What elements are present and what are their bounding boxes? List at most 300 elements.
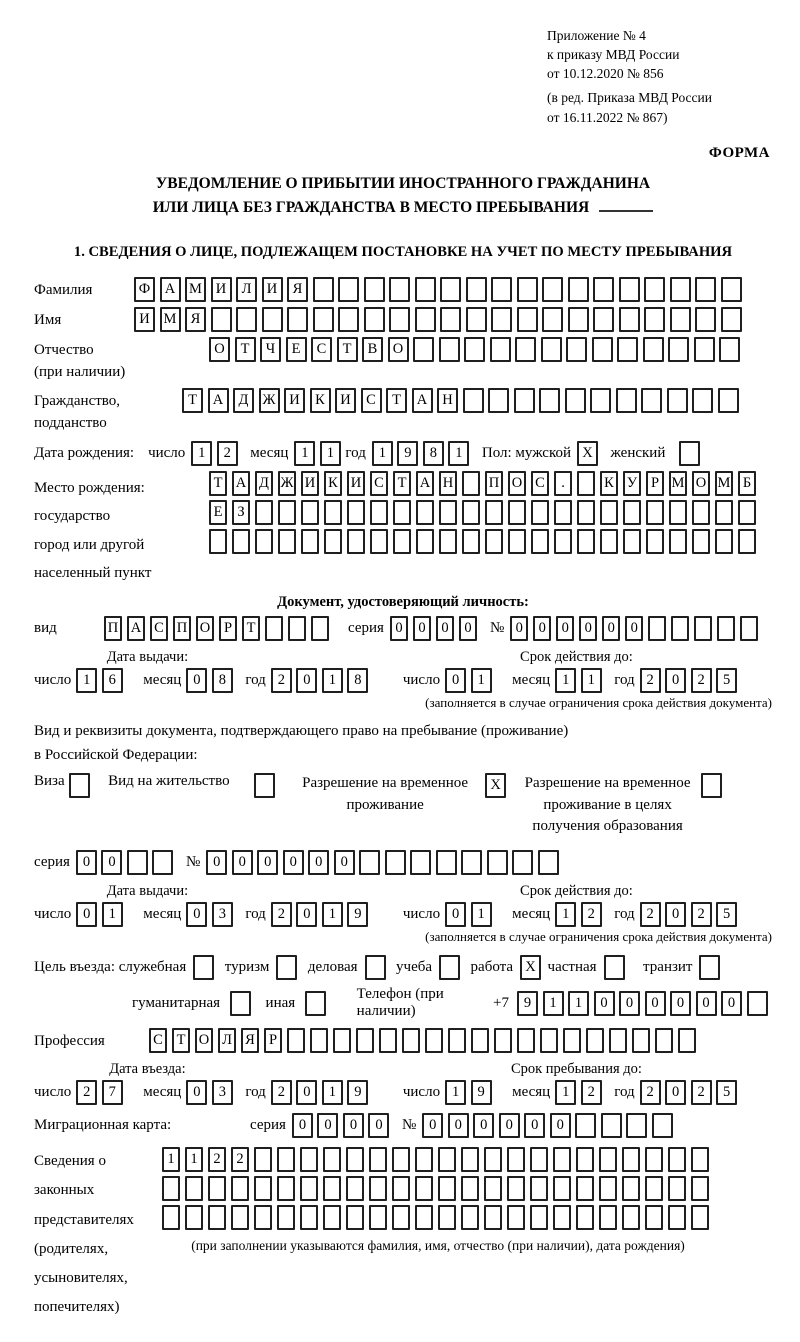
profession-cell[interactable] xyxy=(609,1028,627,1053)
birthplace-cell[interactable] xyxy=(577,471,595,496)
migration-number-cell[interactable]: 0 xyxy=(473,1113,494,1138)
doc-number-cell[interactable] xyxy=(648,616,666,641)
profession-cell[interactable] xyxy=(287,1028,305,1053)
doc-number-cell[interactable] xyxy=(717,616,735,641)
representative-cell[interactable] xyxy=(346,1176,364,1201)
given-name-cell[interactable] xyxy=(262,307,283,332)
permit-number-cell[interactable] xyxy=(359,850,380,875)
birthplace-cell[interactable] xyxy=(209,529,227,554)
permit-number-cell[interactable] xyxy=(512,850,533,875)
birthplace-cell[interactable]: . xyxy=(554,471,572,496)
representative-cell[interactable] xyxy=(277,1176,295,1201)
stay-year-cell[interactable]: 0 xyxy=(665,1080,686,1105)
entry-day-cell[interactable]: 2 xyxy=(76,1080,97,1105)
birthplace-cell[interactable]: Н xyxy=(439,471,457,496)
temp-permit-checkbox-cell[interactable]: X xyxy=(485,773,506,798)
doc-issue-month-cell[interactable]: 8 xyxy=(212,668,233,693)
migration-series-cell[interactable]: 0 xyxy=(317,1113,338,1138)
doc-type-cell[interactable]: О xyxy=(196,616,214,641)
representative-cell[interactable] xyxy=(369,1176,387,1201)
surname-cell[interactable] xyxy=(313,277,334,302)
given-name-cell[interactable] xyxy=(721,307,742,332)
doc-valid-year-cell[interactable]: 5 xyxy=(716,668,737,693)
birthplace-cell[interactable]: А xyxy=(232,471,250,496)
citizenship-cell[interactable]: Ж xyxy=(259,388,280,413)
citizenship-cell[interactable] xyxy=(488,388,509,413)
surname-cell[interactable] xyxy=(695,277,716,302)
profession-cell[interactable]: О xyxy=(195,1028,213,1053)
surname-cell[interactable] xyxy=(491,277,512,302)
migration-number-cell[interactable]: 0 xyxy=(550,1113,571,1138)
purpose-official-checkbox-cell[interactable] xyxy=(193,955,214,980)
permit-number-cell[interactable] xyxy=(461,850,482,875)
representative-cell[interactable] xyxy=(484,1147,502,1172)
phone-digit-cell[interactable]: 0 xyxy=(594,991,615,1016)
representative-cell[interactable] xyxy=(576,1176,594,1201)
doc-valid-month-cell[interactable]: 1 xyxy=(555,668,576,693)
birthplace-cell[interactable] xyxy=(738,529,756,554)
birthplace-cell[interactable] xyxy=(278,500,296,525)
doc-valid-year-cell[interactable]: 2 xyxy=(640,668,661,693)
given-name-cell[interactable] xyxy=(644,307,665,332)
doc-issue-month-cell[interactable]: 0 xyxy=(186,668,207,693)
permit-valid-year-cell[interactable]: 2 xyxy=(691,902,712,927)
given-name-cell[interactable] xyxy=(670,307,691,332)
given-name-cell[interactable] xyxy=(593,307,614,332)
given-name-cell[interactable] xyxy=(287,307,308,332)
surname-cell[interactable] xyxy=(644,277,665,302)
birthplace-cell[interactable] xyxy=(669,529,687,554)
doc-series-cell[interactable]: 0 xyxy=(436,616,454,641)
citizenship-cell[interactable]: И xyxy=(335,388,356,413)
representative-cell[interactable] xyxy=(599,1205,617,1230)
birthplace-cell[interactable]: У xyxy=(623,471,641,496)
birthplace-cell[interactable] xyxy=(692,529,710,554)
phone-digit-cell[interactable] xyxy=(747,991,768,1016)
temp-permit-edu-checkbox-cell[interactable] xyxy=(701,773,722,798)
stay-year-cell[interactable]: 2 xyxy=(691,1080,712,1105)
permit-issue-year-cell[interactable]: 0 xyxy=(296,902,317,927)
representative-cell[interactable]: 1 xyxy=(185,1147,203,1172)
migration-series-cell[interactable]: 0 xyxy=(368,1113,389,1138)
entry-year-cell[interactable]: 9 xyxy=(347,1080,368,1105)
patronymic-cell[interactable] xyxy=(490,337,511,362)
doc-number-cell[interactable]: 0 xyxy=(556,616,574,641)
permit-issue-month-cell[interactable]: 0 xyxy=(186,902,207,927)
birthplace-cell[interactable] xyxy=(347,500,365,525)
citizenship-cell[interactable]: Т xyxy=(182,388,203,413)
permit-issue-year-cell[interactable]: 2 xyxy=(271,902,292,927)
representative-cell[interactable] xyxy=(645,1147,663,1172)
doc-series-cell[interactable]: 0 xyxy=(459,616,477,641)
birthplace-cell[interactable] xyxy=(738,500,756,525)
birthplace-cell[interactable]: О xyxy=(692,471,710,496)
surname-cell[interactable] xyxy=(568,277,589,302)
representative-cell[interactable] xyxy=(484,1176,502,1201)
patronymic-cell[interactable]: О xyxy=(388,337,409,362)
permit-valid-month-cell[interactable]: 1 xyxy=(555,902,576,927)
profession-cell[interactable] xyxy=(356,1028,374,1053)
migration-number-cell[interactable]: 0 xyxy=(422,1113,443,1138)
profession-cell[interactable] xyxy=(494,1028,512,1053)
permit-valid-day-cell[interactable]: 1 xyxy=(471,902,492,927)
doc-issue-year-cell[interactable]: 0 xyxy=(296,668,317,693)
doc-number-cell[interactable]: 0 xyxy=(579,616,597,641)
profession-cell[interactable]: Т xyxy=(172,1028,190,1053)
birthplace-cell[interactable] xyxy=(439,500,457,525)
sex-male-checkbox-cell[interactable]: X xyxy=(577,441,598,466)
profession-cell[interactable]: Л xyxy=(218,1028,236,1053)
birth-day-cell[interactable]: 1 xyxy=(191,441,212,466)
given-name-cell[interactable] xyxy=(389,307,410,332)
birthplace-cell[interactable] xyxy=(485,500,503,525)
birthplace-cell[interactable] xyxy=(462,471,480,496)
doc-valid-day-cell[interactable]: 0 xyxy=(445,668,466,693)
representative-cell[interactable] xyxy=(231,1176,249,1201)
purpose-tourism-checkbox-cell[interactable] xyxy=(276,955,297,980)
phone-digit-cell[interactable]: 0 xyxy=(670,991,691,1016)
birthplace-cell[interactable] xyxy=(301,529,319,554)
permit-number-cell[interactable]: 0 xyxy=(308,850,329,875)
given-name-cell[interactable]: Я xyxy=(185,307,206,332)
representative-cell[interactable] xyxy=(553,1147,571,1172)
birthplace-cell[interactable]: П xyxy=(485,471,503,496)
patronymic-cell[interactable]: Ч xyxy=(260,337,281,362)
doc-type-cell[interactable]: Т xyxy=(242,616,260,641)
representative-cell[interactable] xyxy=(438,1176,456,1201)
surname-cell[interactable] xyxy=(619,277,640,302)
phone-digit-cell[interactable]: 1 xyxy=(568,991,589,1016)
permit-number-cell[interactable]: 0 xyxy=(206,850,227,875)
doc-series-cell[interactable]: 0 xyxy=(390,616,408,641)
purpose-transit-checkbox-cell[interactable] xyxy=(699,955,720,980)
profession-cell[interactable] xyxy=(678,1028,696,1053)
surname-cell[interactable] xyxy=(542,277,563,302)
profession-cell[interactable] xyxy=(448,1028,466,1053)
doc-type-cell[interactable]: Р xyxy=(219,616,237,641)
stay-day-cell[interactable]: 9 xyxy=(471,1080,492,1105)
patronymic-cell[interactable]: О xyxy=(209,337,230,362)
migration-series-cell[interactable]: 0 xyxy=(343,1113,364,1138)
surname-cell[interactable] xyxy=(517,277,538,302)
surname-cell[interactable]: Л xyxy=(236,277,257,302)
surname-cell[interactable]: И xyxy=(262,277,283,302)
patronymic-cell[interactable] xyxy=(643,337,664,362)
permit-number-cell[interactable] xyxy=(436,850,457,875)
birthplace-cell[interactable]: Д xyxy=(255,471,273,496)
birthplace-cell[interactable] xyxy=(324,529,342,554)
given-name-cell[interactable] xyxy=(517,307,538,332)
citizenship-cell[interactable]: Д xyxy=(233,388,254,413)
surname-cell[interactable]: Ф xyxy=(134,277,155,302)
representative-cell[interactable] xyxy=(622,1176,640,1201)
doc-type-cell[interactable] xyxy=(311,616,329,641)
representative-cell[interactable] xyxy=(553,1205,571,1230)
entry-month-cell[interactable]: 0 xyxy=(186,1080,207,1105)
birthplace-cell[interactable]: З xyxy=(232,500,250,525)
birthplace-cell[interactable]: М xyxy=(715,471,733,496)
surname-cell[interactable] xyxy=(466,277,487,302)
citizenship-cell[interactable] xyxy=(514,388,535,413)
doc-series-cell[interactable]: 0 xyxy=(413,616,431,641)
representative-cell[interactable]: 2 xyxy=(208,1147,226,1172)
representative-cell[interactable] xyxy=(530,1176,548,1201)
birthplace-cell[interactable] xyxy=(370,500,388,525)
given-name-cell[interactable] xyxy=(338,307,359,332)
representative-cell[interactable] xyxy=(392,1205,410,1230)
doc-number-cell[interactable] xyxy=(694,616,712,641)
phone-digit-cell[interactable]: 0 xyxy=(645,991,666,1016)
patronymic-cell[interactable] xyxy=(541,337,562,362)
given-name-cell[interactable] xyxy=(466,307,487,332)
birth-month-cell[interactable]: 1 xyxy=(320,441,341,466)
doc-valid-month-cell[interactable]: 1 xyxy=(581,668,602,693)
profession-cell[interactable] xyxy=(310,1028,328,1053)
birthplace-cell[interactable] xyxy=(370,529,388,554)
representative-cell[interactable] xyxy=(208,1205,226,1230)
patronymic-cell[interactable] xyxy=(566,337,587,362)
representative-cell[interactable] xyxy=(277,1205,295,1230)
patronymic-cell[interactable] xyxy=(617,337,638,362)
doc-number-cell[interactable] xyxy=(671,616,689,641)
profession-cell[interactable]: Я xyxy=(241,1028,259,1053)
birthplace-cell[interactable] xyxy=(646,529,664,554)
birth-year-cell[interactable]: 1 xyxy=(448,441,469,466)
given-name-cell[interactable]: М xyxy=(160,307,181,332)
doc-valid-year-cell[interactable]: 2 xyxy=(691,668,712,693)
given-name-cell[interactable]: И xyxy=(134,307,155,332)
profession-cell[interactable] xyxy=(517,1028,535,1053)
given-name-cell[interactable] xyxy=(236,307,257,332)
surname-cell[interactable] xyxy=(415,277,436,302)
profession-cell[interactable]: Р xyxy=(264,1028,282,1053)
representative-cell[interactable] xyxy=(346,1205,364,1230)
representative-cell[interactable] xyxy=(415,1205,433,1230)
surname-cell[interactable]: И xyxy=(211,277,232,302)
patronymic-cell[interactable]: В xyxy=(362,337,383,362)
representative-cell[interactable] xyxy=(668,1147,686,1172)
birthplace-cell[interactable] xyxy=(531,529,549,554)
representative-cell[interactable] xyxy=(530,1147,548,1172)
migration-number-cell[interactable] xyxy=(601,1113,622,1138)
permit-number-cell[interactable] xyxy=(538,850,559,875)
profession-cell[interactable] xyxy=(471,1028,489,1053)
patronymic-cell[interactable]: С xyxy=(311,337,332,362)
doc-type-cell[interactable]: П xyxy=(104,616,122,641)
given-name-cell[interactable] xyxy=(491,307,512,332)
representative-cell[interactable] xyxy=(254,1176,272,1201)
residence-permit-checkbox-cell[interactable] xyxy=(254,773,275,798)
birth-day-cell[interactable]: 2 xyxy=(217,441,238,466)
citizenship-cell[interactable] xyxy=(539,388,560,413)
permit-series-cell[interactable]: 0 xyxy=(76,850,97,875)
representative-cell[interactable] xyxy=(438,1147,456,1172)
representative-cell[interactable] xyxy=(438,1205,456,1230)
given-name-cell[interactable] xyxy=(211,307,232,332)
patronymic-cell[interactable]: Т xyxy=(337,337,358,362)
doc-type-cell[interactable]: А xyxy=(127,616,145,641)
birthplace-cell[interactable] xyxy=(531,500,549,525)
representative-cell[interactable] xyxy=(323,1176,341,1201)
citizenship-cell[interactable] xyxy=(565,388,586,413)
migration-number-cell[interactable]: 0 xyxy=(448,1113,469,1138)
representative-cell[interactable] xyxy=(530,1205,548,1230)
permit-series-cell[interactable]: 0 xyxy=(101,850,122,875)
profession-cell[interactable]: С xyxy=(149,1028,167,1053)
representative-cell[interactable] xyxy=(461,1147,479,1172)
profession-cell[interactable] xyxy=(540,1028,558,1053)
permit-issue-day-cell[interactable]: 1 xyxy=(102,902,123,927)
entry-year-cell[interactable]: 2 xyxy=(271,1080,292,1105)
representative-cell[interactable] xyxy=(392,1176,410,1201)
stay-month-cell[interactable]: 1 xyxy=(555,1080,576,1105)
given-name-cell[interactable] xyxy=(415,307,436,332)
representative-cell[interactable] xyxy=(231,1205,249,1230)
permit-issue-year-cell[interactable]: 9 xyxy=(347,902,368,927)
phone-digit-cell[interactable]: 0 xyxy=(721,991,742,1016)
citizenship-cell[interactable] xyxy=(667,388,688,413)
patronymic-cell[interactable] xyxy=(719,337,740,362)
citizenship-cell[interactable]: Т xyxy=(386,388,407,413)
entry-day-cell[interactable]: 7 xyxy=(102,1080,123,1105)
representative-cell[interactable]: 1 xyxy=(162,1147,180,1172)
citizenship-cell[interactable]: К xyxy=(310,388,331,413)
representative-cell[interactable] xyxy=(599,1176,617,1201)
representative-cell[interactable] xyxy=(691,1205,709,1230)
representative-cell[interactable] xyxy=(300,1205,318,1230)
birthplace-cell[interactable] xyxy=(232,529,250,554)
stay-day-cell[interactable]: 1 xyxy=(445,1080,466,1105)
birthplace-cell[interactable]: Т xyxy=(393,471,411,496)
visa-checkbox-cell[interactable] xyxy=(69,773,90,798)
birthplace-cell[interactable] xyxy=(692,500,710,525)
birthplace-cell[interactable] xyxy=(554,529,572,554)
permit-valid-day-cell[interactable]: 0 xyxy=(445,902,466,927)
representative-cell[interactable] xyxy=(323,1205,341,1230)
birthplace-cell[interactable] xyxy=(577,529,595,554)
birthplace-cell[interactable]: Б xyxy=(738,471,756,496)
purpose-humanitarian-checkbox-cell[interactable] xyxy=(230,991,251,1016)
representative-cell[interactable]: 2 xyxy=(231,1147,249,1172)
given-name-cell[interactable] xyxy=(619,307,640,332)
representative-cell[interactable] xyxy=(162,1176,180,1201)
birthplace-cell[interactable]: С xyxy=(370,471,388,496)
doc-issue-year-cell[interactable]: 1 xyxy=(322,668,343,693)
citizenship-cell[interactable] xyxy=(718,388,739,413)
birthplace-cell[interactable] xyxy=(416,529,434,554)
representative-cell[interactable] xyxy=(254,1147,272,1172)
entry-year-cell[interactable]: 1 xyxy=(322,1080,343,1105)
migration-number-cell[interactable] xyxy=(626,1113,647,1138)
representative-cell[interactable] xyxy=(461,1176,479,1201)
surname-cell[interactable] xyxy=(593,277,614,302)
given-name-cell[interactable] xyxy=(440,307,461,332)
birthplace-cell[interactable] xyxy=(393,529,411,554)
birthplace-cell[interactable]: С xyxy=(531,471,549,496)
patronymic-cell[interactable] xyxy=(694,337,715,362)
birthplace-cell[interactable] xyxy=(577,500,595,525)
birthplace-cell[interactable] xyxy=(669,500,687,525)
permit-number-cell[interactable] xyxy=(487,850,508,875)
phone-digit-cell[interactable]: 0 xyxy=(696,991,717,1016)
representative-cell[interactable] xyxy=(162,1205,180,1230)
patronymic-cell[interactable] xyxy=(592,337,613,362)
citizenship-cell[interactable]: Н xyxy=(437,388,458,413)
permit-issue-year-cell[interactable]: 1 xyxy=(322,902,343,927)
representative-cell[interactable] xyxy=(668,1205,686,1230)
doc-number-cell[interactable]: 0 xyxy=(625,616,643,641)
doc-type-cell[interactable] xyxy=(288,616,306,641)
birthplace-cell[interactable] xyxy=(416,500,434,525)
birthplace-cell[interactable] xyxy=(347,529,365,554)
representative-cell[interactable] xyxy=(576,1147,594,1172)
representative-cell[interactable] xyxy=(691,1176,709,1201)
profession-cell[interactable] xyxy=(586,1028,604,1053)
surname-cell[interactable] xyxy=(721,277,742,302)
birthplace-cell[interactable]: Р xyxy=(646,471,664,496)
citizenship-cell[interactable] xyxy=(692,388,713,413)
patronymic-cell[interactable]: Т xyxy=(235,337,256,362)
permit-number-cell[interactable]: 0 xyxy=(334,850,355,875)
given-name-cell[interactable] xyxy=(542,307,563,332)
patronymic-cell[interactable] xyxy=(464,337,485,362)
representative-cell[interactable] xyxy=(208,1176,226,1201)
stay-month-cell[interactable]: 2 xyxy=(581,1080,602,1105)
patronymic-cell[interactable] xyxy=(413,337,434,362)
representative-cell[interactable] xyxy=(392,1147,410,1172)
doc-number-cell[interactable]: 0 xyxy=(602,616,620,641)
representative-cell[interactable] xyxy=(553,1176,571,1201)
surname-cell[interactable]: А xyxy=(160,277,181,302)
birth-year-cell[interactable]: 9 xyxy=(397,441,418,466)
birthplace-cell[interactable] xyxy=(600,500,618,525)
doc-issue-day-cell[interactable]: 6 xyxy=(102,668,123,693)
birthplace-cell[interactable] xyxy=(255,500,273,525)
representative-cell[interactable] xyxy=(622,1205,640,1230)
permit-valid-year-cell[interactable]: 0 xyxy=(665,902,686,927)
purpose-study-checkbox-cell[interactable] xyxy=(439,955,460,980)
surname-cell[interactable]: М xyxy=(185,277,206,302)
birth-year-cell[interactable]: 1 xyxy=(372,441,393,466)
doc-issue-day-cell[interactable]: 1 xyxy=(76,668,97,693)
surname-cell[interactable] xyxy=(389,277,410,302)
citizenship-cell[interactable] xyxy=(590,388,611,413)
birthplace-cell[interactable] xyxy=(324,500,342,525)
representative-cell[interactable] xyxy=(507,1205,525,1230)
representative-cell[interactable] xyxy=(484,1205,502,1230)
purpose-other-checkbox-cell[interactable] xyxy=(305,991,326,1016)
doc-type-cell[interactable]: П xyxy=(173,616,191,641)
given-name-cell[interactable] xyxy=(313,307,334,332)
purpose-private-checkbox-cell[interactable] xyxy=(604,955,625,980)
phone-digit-cell[interactable]: 1 xyxy=(543,991,564,1016)
birthplace-cell[interactable] xyxy=(255,529,273,554)
representative-cell[interactable] xyxy=(415,1176,433,1201)
citizenship-cell[interactable]: И xyxy=(284,388,305,413)
representative-cell[interactable] xyxy=(645,1205,663,1230)
permit-number-cell[interactable] xyxy=(410,850,431,875)
phone-digit-cell[interactable]: 0 xyxy=(619,991,640,1016)
representative-cell[interactable] xyxy=(346,1147,364,1172)
permit-number-cell[interactable]: 0 xyxy=(232,850,253,875)
purpose-work-checkbox-cell[interactable]: X xyxy=(520,955,541,980)
permit-number-cell[interactable] xyxy=(385,850,406,875)
representative-cell[interactable] xyxy=(277,1147,295,1172)
surname-cell[interactable]: Я xyxy=(287,277,308,302)
birthplace-cell[interactable] xyxy=(301,500,319,525)
representative-cell[interactable] xyxy=(507,1147,525,1172)
birthplace-cell[interactable] xyxy=(462,529,480,554)
